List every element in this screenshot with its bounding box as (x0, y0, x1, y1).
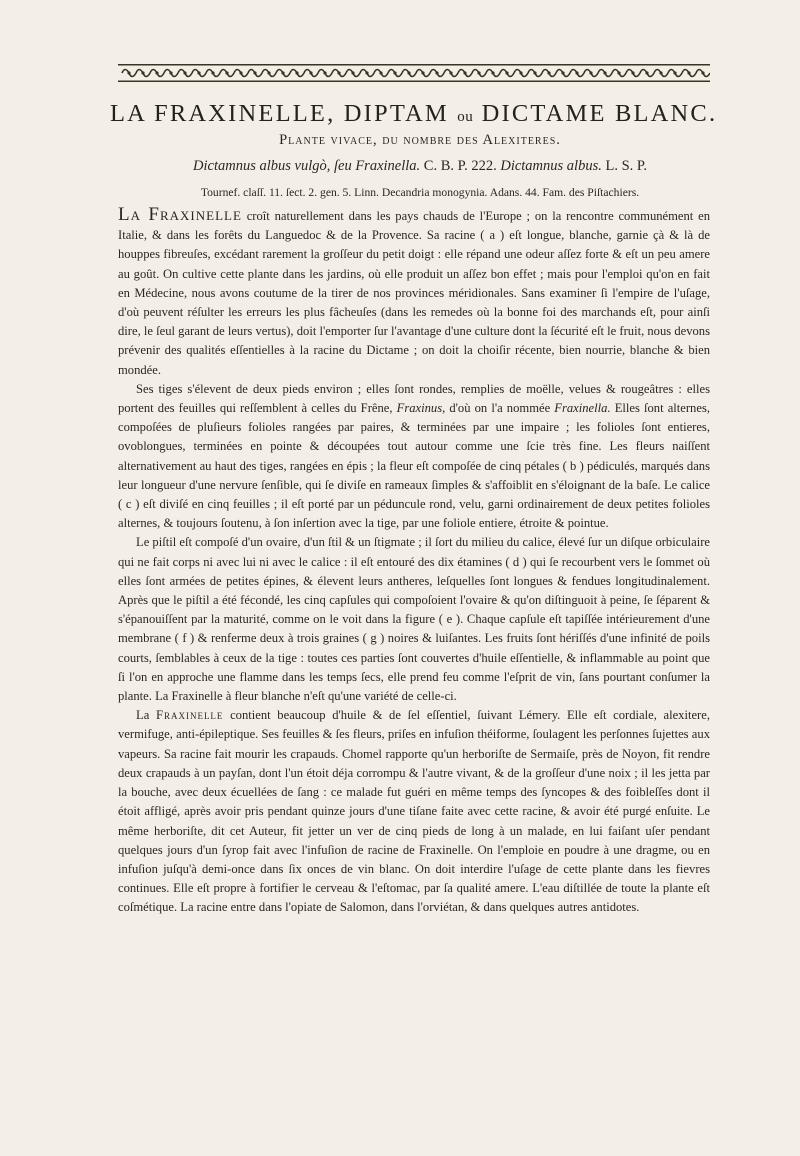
classification-line: Tournef. claſſ. 11. ſect. 2. gen. 5. Linn. Decandria monogynia. Adans. 44. Fam. des Piſtachiers. (200, 186, 640, 199)
body-text (118, 205, 710, 918)
page-subtitle: Plante vivace, du nombre des Alexiteres. (279, 132, 561, 148)
paragraph: Ses tiges s'élevent de deux pieds environ ; elles ſont rondes, remplies de moëlle, velues & rougeâtres : elles portent des feuilles qui reſſemblent à celles du Frêne, Fraxinus, d'où on l'a nommée Fraxinella. Elles ſont alternes, compoſées de pluſieurs folioles rangées par paires, & terminées par une impaire ; les folioles ſont entieres, ovoblongues, terminées en pointe & découpées tout autour comme une ſcie très fine. Les fleurs naiſſent alternativement au haut des tiges, rangées en épis ; la fleur eſt compoſée de cinq pétales ( b ) pédiculés, marqués dans leur longueur d'une nervure ſenſible, qui ſe diviſe en rameaux ſimples & s'affoiblit en s'éloignant de la baſe. Le calice ( c ) eſt diviſé en cinq feuilles ; il eſt porté par un péduncule rond, velu, garni ordinairement de deux petites folioles alternes, & toujours ſoutenu, à ſon inſertion avec la tige, par une foliole entiere, étroite & pointue. (118, 381, 710, 531)
paragraph: La Fraxinelle croît naturellement dans les pays chauds de l'Europe ; on la rencontre communément en Italie, & dans les forêts du Languedoc & de la Provence. Sa racine ( a ) eſt longue, blanche, garnie çà & là de houppes fibreuſes, excédant rarement la groſſeur du petit doigt : elle répand une odeur aſſez forte & eſt un peu amere au goût. On cultive cette plante dans les jardins, où elle produit un aſſez bon effet ; mais pour l'emploi qu'on en fait en Médecine, nous avons coutume de la tirer de nos provinces méridionales. Sans examiner ſi l'empire de l'uſage, d'où peuvent réſulter les erreurs les plus fâcheuſes (dans les remedes où la bonne foi des marchands eſt, pour ainſi dire, le ſeul garant de leurs vertus), doit l'emporter ſur l'avantage d'une culture dont la ſécurité eſt le fruit, nous devons prévenir des qualités eſſentielles à la racine du Dictame ; on doit la choiſir récente, bien nourrie, blanche & bien mondée. (118, 204, 710, 377)
botanical-synonyms: Dictamnus albus vulgò, ſeu Fraxinella. C. B. P. 222. Dictamnus albus. L. S. P. (193, 158, 647, 174)
drop-cap: La Fraxinelle (118, 204, 242, 225)
paragraph: Le piſtil eſt compoſé d'un ovaire, d'un ſtil & un ſtigmate ; il ſort du milieu du calice, élevé ſur un diſque orbiculaire qui ne fait corps ni avec lui ni avec le calice : il eſt entouré des dix étamines ( d ) qui ſe recourbent vers le ſommet où elles ſont armées de petites épines, & élevent leurs antheres, leſquelles ſont longues & fendues longitudinalement. Après que le piſtil a été fécondé, les cinq capſules qui compoſoient l'ovaire & qu'on diſtinguoit à peine, ſe ſéparent & s'épanouiſſent par la maturité, comme on le voit dans la figure ( e ). Chaque capſule eſt tapiſſée intérieurement d'une membrane ( f ) & renferme deux à trois graines ( g ) noires & luiſantes. Les fruits ſont hériſſés d'une infinité de poils courts, ſemblables à ceux de la tige : toutes ces parties ſont couvertes d'huile eſſentielle, & inflammable au point que ſi l'on en approche une flamme dans les temps ſecs, elle prend feu comme l'eſprit de vin, ſans pourtant conſumer la plante. La Fraxinelle à fleur blanche n'eſt qu'une variété de celle-ci. (118, 535, 710, 704)
page-title: LA FRAXINELLE, DIPTAM ou DICTAME BLANC. (110, 100, 718, 127)
paragraph: La Fraxinelle contient beaucoup d'huile & de ſel eſſentiel, ſuivant Lémery. Elle eſt cordiale, alexitere, vermifuge, anti-épileptique. Ses feuilles & ſes fleurs, priſes en infuſion théiforme, ſoulagent les perſonnes ſujettes aux vapeurs. Sa racine fait mourir les crapauds. Chomel rapporte qu'un herboriſte de Sermaiſe, près de Noyon, fit rendre deux crapauds à un payſan, dont l'un étoit déja corrompu & l'autre vivant, & de la groſſeur d'une noix ; il les jetta par la bouche, avec deux écuellées de ſang : ce malade fut guéri en même temps des ſyncopes & des foibleſſes dont il étoit affligé, après avoir pris pendant quinze jours d'une tiſane faite avec cette racine, & avoir été purgé enſuite. Le même herboriſte, dit cet Auteur, fit jetter un ver de cinq pieds de long à un malade, en lui faiſant uſer pendant quelques jours d'un ſyrop fait avec l'infuſion de racine de Fraxinelle. On l'emploie en poudre à une dragme, ou en infuſion juſqu'à demi-once dans ſix onces de vin blanc. On doit interdire l'uſage de cette plante dans les fievres continues. Elle eſt propre à fortifier le cerveau & l'eſtomac, par ſa qualité amere. L'eau diſtillée de toute la plante eſt coſmétique. La racine entre dans l'opiate de Salomon, dans l'orviétan, & dans quelques autres antidotes. (118, 708, 710, 915)
decorative-ornament-band (118, 62, 710, 84)
